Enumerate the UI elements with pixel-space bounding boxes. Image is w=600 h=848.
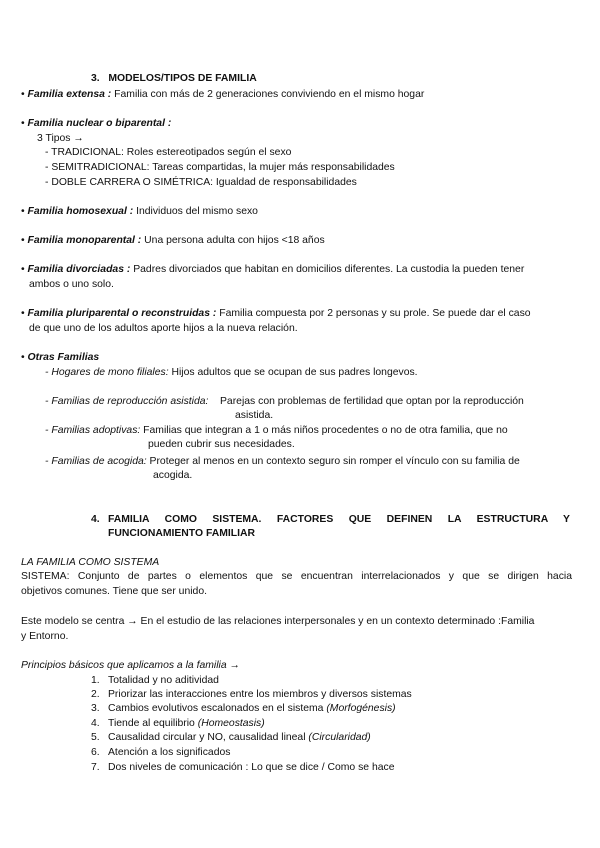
nuclear-intro: 3 Tipos → bbox=[37, 133, 84, 144]
otras-item-text: Parejas con problemas de fertilidad que optan por la reproducción bbox=[220, 396, 524, 407]
modelo-paragraph-line2: y Entorno. bbox=[21, 631, 69, 642]
sistema-definition: SISTEMA: Conjunto de partes o elementos que se encuentran interrelacionados y que se dirigen hacia bbox=[21, 571, 572, 582]
principio-item: 6. Atención a los significados bbox=[91, 747, 231, 758]
modelo-paragraph: Este modelo se centra → En el estudio de las relaciones interpersonales y en un contexto determinado :Familia bbox=[21, 616, 535, 627]
principio-item: 1. Totalidad y no aditividad bbox=[91, 675, 219, 686]
nuclear-item: - TRADICIONAL: Roles estereotipados según el sexo bbox=[45, 147, 292, 158]
section3-heading: 3. MODELOS/TIPOS DE FAMILIA bbox=[91, 73, 257, 84]
familia-nuclear: • Familia nuclear o biparental : bbox=[21, 118, 172, 129]
otras-item: - Familias adoptivas: Familias que integran a 1 o más niños procedentes o no de otra familia, que no bbox=[45, 425, 508, 436]
section4-number: 4. bbox=[91, 514, 100, 525]
principio-item: 7. Dos niveles de comunicación : Lo que se dice / Como se hace bbox=[91, 762, 395, 773]
otras-familias: • Otras Familias bbox=[21, 352, 100, 363]
subheading: LA FAMILIA COMO SISTEMA bbox=[21, 557, 160, 568]
principio-item: 4. Tiende al equilibrio (Homeostasis) bbox=[91, 718, 265, 729]
principios-title: Principios básicos que aplicamos a la familia → bbox=[21, 660, 240, 671]
principio-item: 5. Causalidad circular y NO, causalidad lineal (Circularidad) bbox=[91, 732, 371, 743]
bullet: • bbox=[21, 206, 25, 217]
sistema-definition-line2: objetivos comunes. Tiene que ser unido. bbox=[21, 586, 207, 597]
bullet: • bbox=[21, 235, 25, 246]
otras-item: - Hogares de mono filiales: Hijos adultos que se ocupan de sus padres longevos. bbox=[45, 367, 418, 378]
otras-item-text: pueden cubrir sus necesidades. bbox=[148, 439, 295, 450]
bullet: • bbox=[21, 89, 25, 100]
section4-title: FAMILIA COMO SISTEMA. FACTORES QUE DEFINEN LA ESTRUCTURA Y bbox=[108, 514, 570, 525]
familia-homosexual: • Familia homosexual : Individuos del mismo sexo bbox=[21, 206, 258, 217]
pluriparental-line2: de que uno de los adultos aporte hijos a la nueva relación. bbox=[29, 323, 298, 334]
otras-item: - Familias de acogida: Proteger al menos en un contexto seguro sin romper el vínculo con su familia de bbox=[45, 456, 520, 467]
bullet: • bbox=[21, 118, 25, 129]
section4-title-line2: FUNCIONAMIENTO FAMILIAR bbox=[108, 528, 256, 539]
otras-item-text: acogida. bbox=[153, 470, 193, 481]
familia-monoparental: • Familia monoparental : Una persona adulta con hijos <18 años bbox=[21, 235, 325, 246]
familia-pluriparental: • Familia pluriparental o reconstruidas : Familia compuesta por 2 personas y su prole. Se puede dar el caso bbox=[21, 308, 531, 319]
principio-item: 2. Priorizar las interacciones entre los miembros y diversos sistemas bbox=[91, 689, 412, 700]
otras-item: - Familias de reproducción asistida: bbox=[45, 396, 209, 407]
bullet: • bbox=[21, 264, 25, 275]
familia-extensa: • Familia extensa : Familia con más de 2 generaciones conviviendo en el mismo hogar bbox=[21, 89, 425, 100]
nuclear-item: - SEMITRADICIONAL: Tareas compartidas, la mujer más responsabilidades bbox=[45, 162, 395, 173]
principio-item: 3. Cambios evolutivos escalonados en el sistema (Morfogénesis) bbox=[91, 703, 396, 714]
bullet: • bbox=[21, 352, 25, 363]
bullet: • bbox=[21, 308, 25, 319]
nuclear-item: - DOBLE CARRERA O SIMÉTRICA: Igualdad de responsabilidades bbox=[45, 177, 357, 188]
divorciadas-line2: ambos o uno solo. bbox=[29, 279, 114, 290]
otras-item-text: asistida. bbox=[235, 410, 274, 421]
familia-divorciadas: • Familia divorciadas : Padres divorciados que habitan en domicilios diferentes. La custodia la pueden tener bbox=[21, 264, 525, 275]
